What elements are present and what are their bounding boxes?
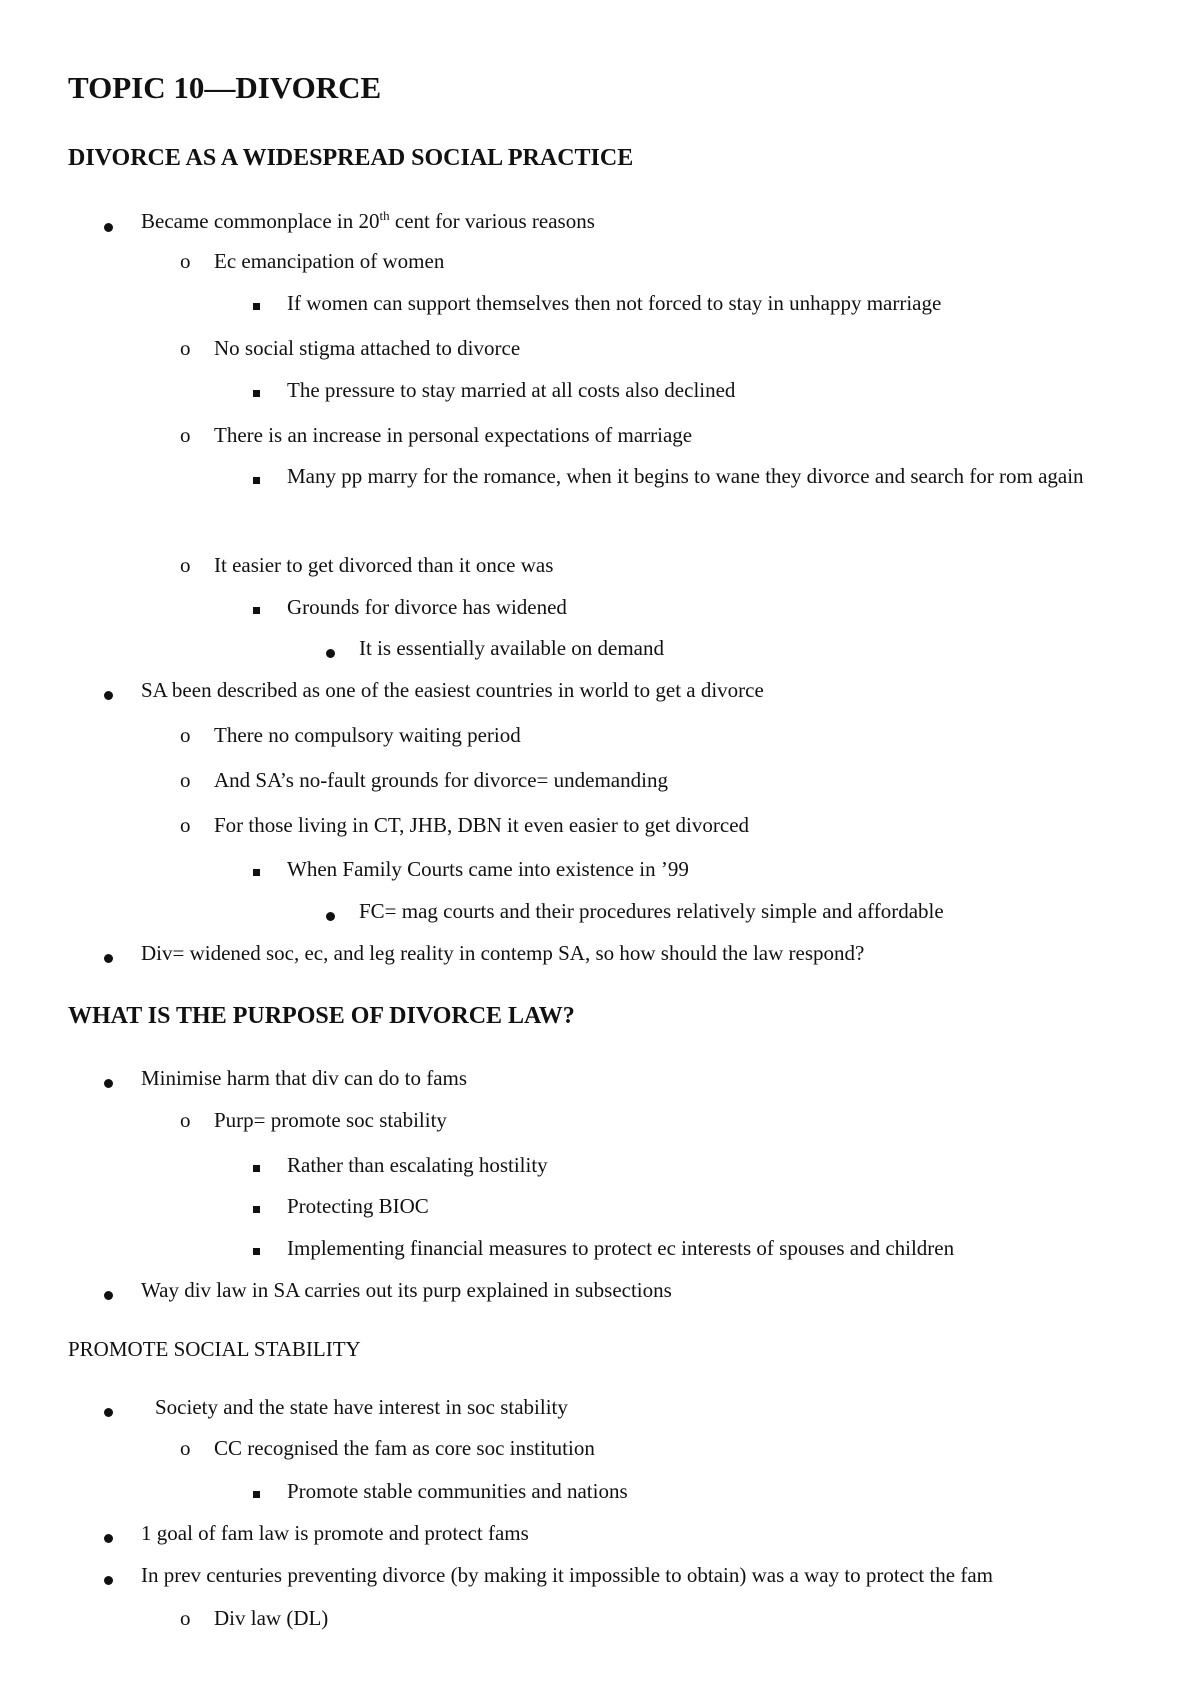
list-item: There is an increase in personal expectations of marriage — [214, 423, 693, 447]
list-item: Promote stable communities and nations — [287, 1479, 628, 1503]
square-bullet-icon — [253, 592, 260, 622]
page-title: TOPIC 10—DIVORCE — [68, 70, 382, 105]
disc-bullet-icon — [326, 636, 335, 666]
list-item: It easier to get divorced than it once was — [214, 553, 554, 577]
list-item: FC= mag courts and their procedures relatively simple and affordable — [359, 899, 944, 923]
square-bullet-icon — [253, 1233, 260, 1263]
section-heading: DIVORCE AS A WIDESPREAD SOCIAL PRACTICE — [68, 145, 634, 171]
list-item: Way div law in SA carries out its purp explained in subsections — [141, 1278, 672, 1302]
list-item: Grounds for divorce has widened — [287, 595, 567, 619]
circle-bullet-icon: o — [180, 423, 191, 447]
circle-bullet-icon: o — [180, 768, 191, 792]
list-item: Div law (DL) — [214, 1606, 329, 1630]
list-item: Ec emancipation of women — [214, 249, 445, 273]
square-bullet-icon — [253, 1476, 260, 1506]
square-bullet-icon — [253, 288, 260, 318]
circle-bullet-icon: o — [180, 249, 191, 273]
list-item: Purp= promote soc stability — [214, 1108, 447, 1132]
disc-bullet-icon — [104, 1066, 113, 1096]
subsection-heading: PROMOTE SOCIAL STABILITY — [68, 1337, 361, 1361]
section-heading: WHAT IS THE PURPOSE OF DIVORCE LAW? — [68, 1003, 575, 1029]
list-item: Became commonplace in 20th cent for various reasons — [141, 208, 595, 233]
square-bullet-icon — [253, 854, 260, 884]
circle-bullet-icon: o — [180, 1108, 191, 1132]
circle-bullet-icon: o — [180, 553, 191, 577]
square-bullet-icon — [253, 1191, 260, 1221]
circle-bullet-icon: o — [180, 1436, 191, 1460]
list-item: Protecting BIOC — [287, 1194, 429, 1218]
list-item: In prev centuries preventing divorce (by making it impossible to obtain) was a way to protect the fam — [141, 1563, 994, 1587]
list-item: And SA’s no-fault grounds for divorce= undemanding — [214, 768, 668, 792]
list-item: Div= widened soc, ec, and leg reality in contemp SA, so how should the law respond? — [141, 941, 865, 965]
list-item: No social stigma attached to divorce — [214, 336, 521, 360]
list-item: SA been described as one of the easiest countries in world to get a divorce — [141, 678, 764, 702]
list-item: The pressure to stay married at all costs also declined — [287, 378, 736, 402]
list-item: If women can support themselves then not forced to stay in unhappy marriage — [287, 291, 942, 315]
circle-bullet-icon: o — [180, 813, 191, 837]
square-bullet-icon — [253, 375, 260, 405]
circle-bullet-icon: o — [180, 1606, 191, 1630]
list-item: Minimise harm that div can do to fams — [141, 1066, 468, 1090]
disc-bullet-icon — [104, 1563, 113, 1593]
list-item: Many pp marry for the romance, when it begins to wane they divorce and search for rom again — [287, 464, 1084, 488]
disc-bullet-icon — [326, 899, 335, 929]
circle-bullet-icon: o — [180, 723, 191, 747]
disc-bullet-icon — [104, 941, 113, 971]
disc-bullet-icon — [104, 1278, 113, 1308]
list-item: 1 goal of fam law is promote and protect fams — [141, 1521, 529, 1545]
disc-bullet-icon — [104, 1395, 113, 1425]
list-item: Society and the state have interest in soc stability — [155, 1395, 568, 1419]
list-item: It is essentially available on demand — [359, 636, 664, 660]
list-item: For those living in CT, JHB, DBN it even easier to get divorced — [214, 813, 750, 837]
square-bullet-icon — [253, 1150, 260, 1180]
list-item: There no compulsory waiting period — [214, 723, 521, 747]
circle-bullet-icon: o — [180, 336, 191, 360]
list-item: Rather than escalating hostility — [287, 1153, 548, 1177]
list-item: When Family Courts came into existence in ’99 — [287, 857, 689, 881]
disc-bullet-icon — [104, 678, 113, 708]
disc-bullet-icon — [104, 210, 113, 240]
square-bullet-icon — [253, 462, 260, 492]
list-item: Implementing financial measures to protect ec interests of spouses and children — [287, 1236, 955, 1260]
disc-bullet-icon — [104, 1521, 113, 1551]
list-item: CC recognised the fam as core soc institution — [214, 1436, 595, 1460]
